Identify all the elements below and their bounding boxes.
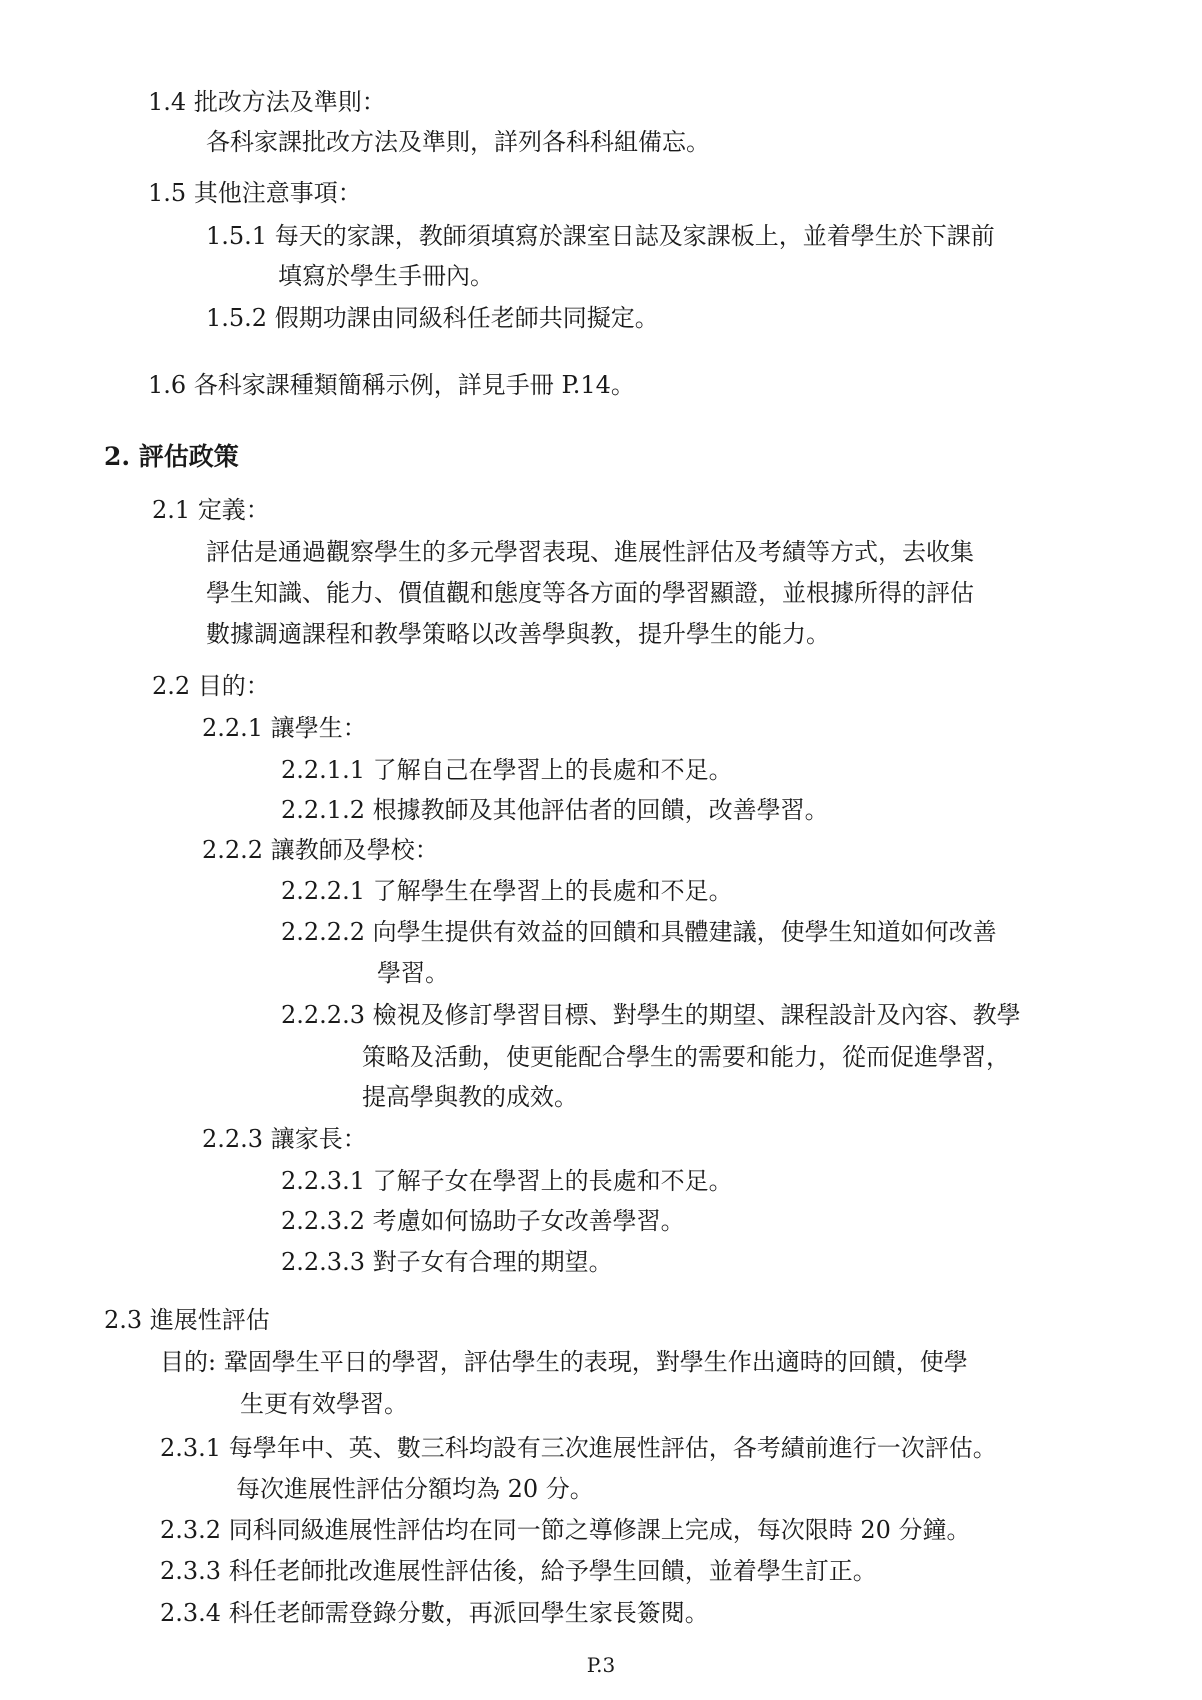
section-2-1-line-1: 評估是通過觀察學生的多元學習表現、進展性評估及考績等方式，去收集 (206, 538, 974, 566)
section-text: 科任老師批改進展性評估後，給予學生回饋，並着學生訂正。 (228, 1557, 877, 1585)
section-number: 2.2.2.2 (281, 918, 365, 946)
section-text: 各科家課種類簡稱示例，詳見手冊 P.14。 (193, 371, 635, 399)
section-number: 2.2.2.3 (281, 1001, 365, 1029)
section-2-3-1-line-2: 每次進展性評估分額均為 20 分。 (236, 1475, 594, 1503)
section-2-3-4 (160, 1593, 709, 1633)
section-title: 讓家長： (270, 1125, 367, 1153)
page-number: P.3 (586, 1653, 616, 1677)
section-2-2-2-2-line-1 (281, 912, 997, 952)
section-number: 2.2.3.3 (281, 1248, 365, 1276)
section-2-3-purpose-line-1 (160, 1342, 968, 1382)
section-text: 假期功課由同級科任老師共同擬定。 (274, 304, 659, 332)
section-number: 2.3.1 (160, 1434, 222, 1462)
section-number: 2.3 (104, 1306, 143, 1334)
section-number: 2.2.1 (202, 714, 264, 742)
section-text: 了解自己在學習上的長處和不足。 (372, 756, 733, 784)
section-2-3-2 (160, 1510, 971, 1550)
section-2-3-3 (160, 1551, 877, 1591)
section-number: 1.5.1 (206, 222, 268, 250)
section-2-2-3-2 (281, 1201, 685, 1241)
section-2-2-2-3-line-1 (281, 995, 1021, 1035)
section-number: 1.5.2 (206, 304, 268, 332)
section-1-5-2 (206, 298, 659, 338)
section-number: 2.2.1.2 (281, 796, 365, 824)
section-number: 1.4 (148, 88, 187, 116)
section-2-1-line-3: 數據調適課程和教學策略以改善學與教，提升學生的能力。 (206, 620, 830, 648)
section-number: 2.3.3 (160, 1557, 222, 1585)
section-number: 2.2.3.1 (281, 1167, 365, 1195)
section-2-2-2-3-line-2: 策略及活動，使更能配合學生的需要和能力，從而促進學習， (362, 1043, 1010, 1071)
section-title: 進展性評估 (149, 1306, 270, 1334)
section-title: 定義： (197, 496, 270, 524)
section-2-2-1-2 (281, 790, 829, 830)
section-2-2-3-3 (281, 1242, 613, 1282)
section-number: 1.5 (148, 179, 187, 207)
section-2-1-line-2: 學生知識、能力、價值觀和態度等各方面的學習顯證，並根據所得的評估 (206, 579, 974, 607)
section-2-2-2-heading (202, 830, 439, 870)
section-title: 批改方法及準則： (193, 88, 386, 116)
section-2-2-1-1 (281, 750, 733, 790)
section-text: 每學年中、英、數三科均設有三次進展性評估，各考績前進行一次評估。 (228, 1434, 997, 1462)
section-1-5-1-line-1 (206, 216, 995, 256)
section-2-2-heading (152, 666, 270, 706)
section-2-2-2-1 (281, 871, 733, 911)
section-2-2-3-heading (202, 1119, 367, 1159)
section-text: 每天的家課，教師須填寫於課室日誌及家課板上，並着學生於下課前 (274, 222, 995, 250)
section-number: 2.2.2.1 (281, 877, 365, 905)
section-text: 檢視及修訂學習目標、對學生的期望、課程設計及內容、教學 (372, 1001, 1021, 1029)
section-number: 2.2.2 (202, 836, 264, 864)
section-2-2-1-heading (202, 708, 367, 748)
section-text: 對子女有合理的期望。 (372, 1248, 613, 1276)
section-1-5-1-line-2: 填寫於學生手冊內。 (278, 262, 494, 290)
purpose-label: 目的: (160, 1348, 217, 1376)
section-number: 2.1 (152, 496, 191, 524)
section-1-4-text: 各科家課批改方法及準則，詳列各科科組備忘。 (206, 128, 710, 156)
section-2-3-1-line-1 (160, 1428, 997, 1468)
section-2-2-2-3-line-3: 提高學與教的成效。 (362, 1083, 578, 1111)
section-1-6 (148, 365, 635, 405)
section-number: 2.3.2 (160, 1516, 222, 1544)
section-number: 2.2.1.1 (281, 756, 365, 784)
section-text: 了解學生在學習上的長處和不足。 (372, 877, 733, 905)
section-text: 根據教師及其他評估者的回饋，改善學習。 (372, 796, 829, 824)
section-number: 2.2 (152, 672, 191, 700)
section-2-2-3-1 (281, 1161, 733, 1201)
section-number: 2.3.4 (160, 1599, 222, 1627)
section-number: 1.6 (148, 371, 187, 399)
section-2-3-heading (104, 1300, 270, 1340)
section-title: 目的： (197, 672, 270, 700)
section-2-3-purpose-line-2: 生更有效學習。 (240, 1390, 408, 1418)
section-text: 向學生提供有效益的回饋和具體建議，使學生知道如何改善 (372, 918, 997, 946)
section-text: 同科同級進展性評估均在同一節之導修課上完成，每次限時 20 分鐘。 (228, 1516, 971, 1544)
section-number: 2.2.3.2 (281, 1207, 365, 1235)
section-title: 讓教師及學校： (270, 836, 439, 864)
section-text: 了解子女在學習上的長處和不足。 (372, 1167, 733, 1195)
section-2-1-heading (152, 490, 270, 530)
section-text: 考慮如何協助子女改善學習。 (372, 1207, 685, 1235)
section-text: 科任老師需登錄分數，再派回學生家長簽閱。 (228, 1599, 709, 1627)
purpose-text: 鞏固學生平日的學習，評估學生的表現，對學生作出適時的回饋，使學 (223, 1348, 968, 1376)
section-number: 2.2.3 (202, 1125, 264, 1153)
section-2-heading: 2. 評估政策 (104, 442, 239, 471)
section-1-5-heading (148, 173, 362, 213)
section-title: 讓學生： (270, 714, 367, 742)
section-2-2-2-2-line-2: 學習。 (377, 959, 449, 987)
section-1-4-heading (148, 82, 386, 122)
section-title: 其他注意事項： (193, 179, 362, 207)
